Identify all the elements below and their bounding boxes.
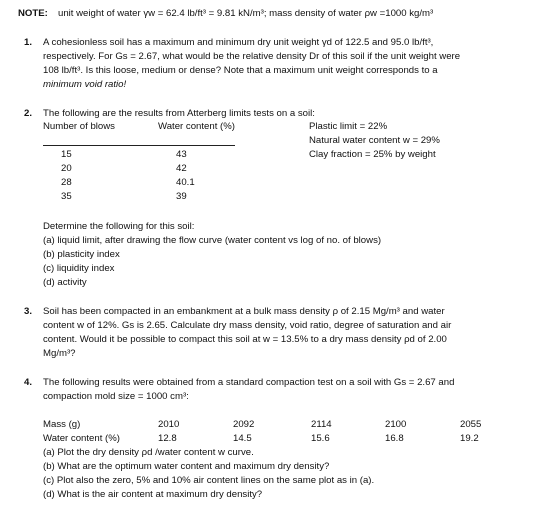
q3-line-3: content. Would it be possible to compact this soil at w = 13.5% to a dry mass density ρd of 2.00	[43, 334, 447, 345]
q2-row-4-blows: 35	[61, 191, 72, 202]
note-label: NOTE:	[18, 8, 48, 19]
q2-row-1-water: 43	[176, 149, 187, 160]
q4-part-c: (c) Plot also the zero, 5% and 10% air content lines on the same plot as in (a).	[43, 475, 375, 486]
q4-water-5: 19.2	[460, 433, 479, 444]
q1-number: 1.	[24, 37, 33, 48]
q2-part-a: (a) liquid limit, after drawing the flow curve (water content vs log of no. of blows)	[43, 235, 382, 246]
q2-part-c: (c) liquidity index	[43, 263, 115, 274]
q2-table-rule	[43, 145, 235, 146]
q2-row-2-water: 42	[176, 163, 187, 174]
q4-water-4: 16.8	[385, 433, 404, 444]
q4-part-d: (d) What is the air content at maximum dry density?	[43, 489, 263, 500]
q4-water-2: 14.5	[233, 433, 252, 444]
q1-line-1: A cohesionless soil has a maximum and minimum dry unit weight γd of 122.5 and 95.0 lb/ft³,	[43, 37, 434, 48]
q1-line-2: respectively. For Gs = 2.67, what would be the relative density Dr of this soil if the unit weight were	[43, 51, 461, 62]
q1-line-4: minimum void ratio!	[43, 79, 127, 90]
q2-intro: The following are the results from Atterberg limits tests on a soil:	[43, 108, 315, 119]
q2-row-3-water: 40.1	[176, 177, 195, 188]
q2-part-b: (b) plasticity index	[43, 249, 120, 260]
q1-line-3: 108 lb/ft³. Is this loose, medium or dense? Note that a maximum unit weight corresponds to a	[43, 65, 438, 76]
note-text: unit weight of water γw = 62.4 lb/ft³ = 9.81 kN/m³; mass density of water ρw =1000 kg/m³	[58, 8, 434, 19]
q4-water-1: 12.8	[158, 433, 177, 444]
q2-number: 2.	[24, 108, 33, 119]
q4-part-a: (a) Plot the dry density ρd /water content w curve.	[43, 447, 254, 458]
q3-line-2: content w of 12%. Gs is 2.65. Calculate dry mass density, void ratio, degree of saturation and air	[43, 320, 452, 331]
q2-plastic-limit: Plastic limit = 22%	[309, 121, 388, 132]
q2-part-d: (d) activity	[43, 277, 87, 288]
q4-mass-3: 2114	[311, 419, 332, 430]
q4-water-label: Water content (%)	[43, 433, 120, 444]
q2-header-blows: Number of blows	[43, 121, 115, 132]
q4-mass-1: 2010	[158, 419, 180, 430]
q4-mass-4: 2100	[385, 419, 407, 430]
q3-number: 3.	[24, 306, 33, 317]
q4-number: 4.	[24, 377, 33, 388]
q2-row-2-blows: 20	[61, 163, 72, 174]
q2-determine: Determine the following for this soil:	[43, 221, 195, 232]
q4-line-2: compaction mold size = 1000 cm³:	[43, 391, 189, 402]
q2-header-water: Water content (%)	[158, 121, 235, 132]
q4-mass-5: 2055	[460, 419, 482, 430]
q2-row-3-blows: 28	[61, 177, 72, 188]
q4-part-b: (b) What are the optimum water content and maximum dry density?	[43, 461, 330, 472]
q2-row-4-water: 39	[176, 191, 187, 202]
q4-water-3: 15.6	[311, 433, 330, 444]
q4-mass-label: Mass (g)	[43, 419, 81, 430]
q4-line-1: The following results were obtained from a standard compaction test on a soil with Gs = 2.67 and	[43, 377, 455, 388]
q2-clay-fraction: Clay fraction = 25% by weight	[309, 149, 436, 160]
q3-line-4: Mg/m³?	[43, 348, 76, 359]
q4-mass-2: 2092	[233, 419, 255, 430]
q2-row-1-blows: 15	[61, 149, 72, 160]
q3-line-1: Soil has been compacted in an embankment at a bulk mass density ρ of 2.15 Mg/m³ and water	[43, 306, 445, 317]
q2-natural-water-content: Natural water content w = 29%	[309, 135, 440, 146]
